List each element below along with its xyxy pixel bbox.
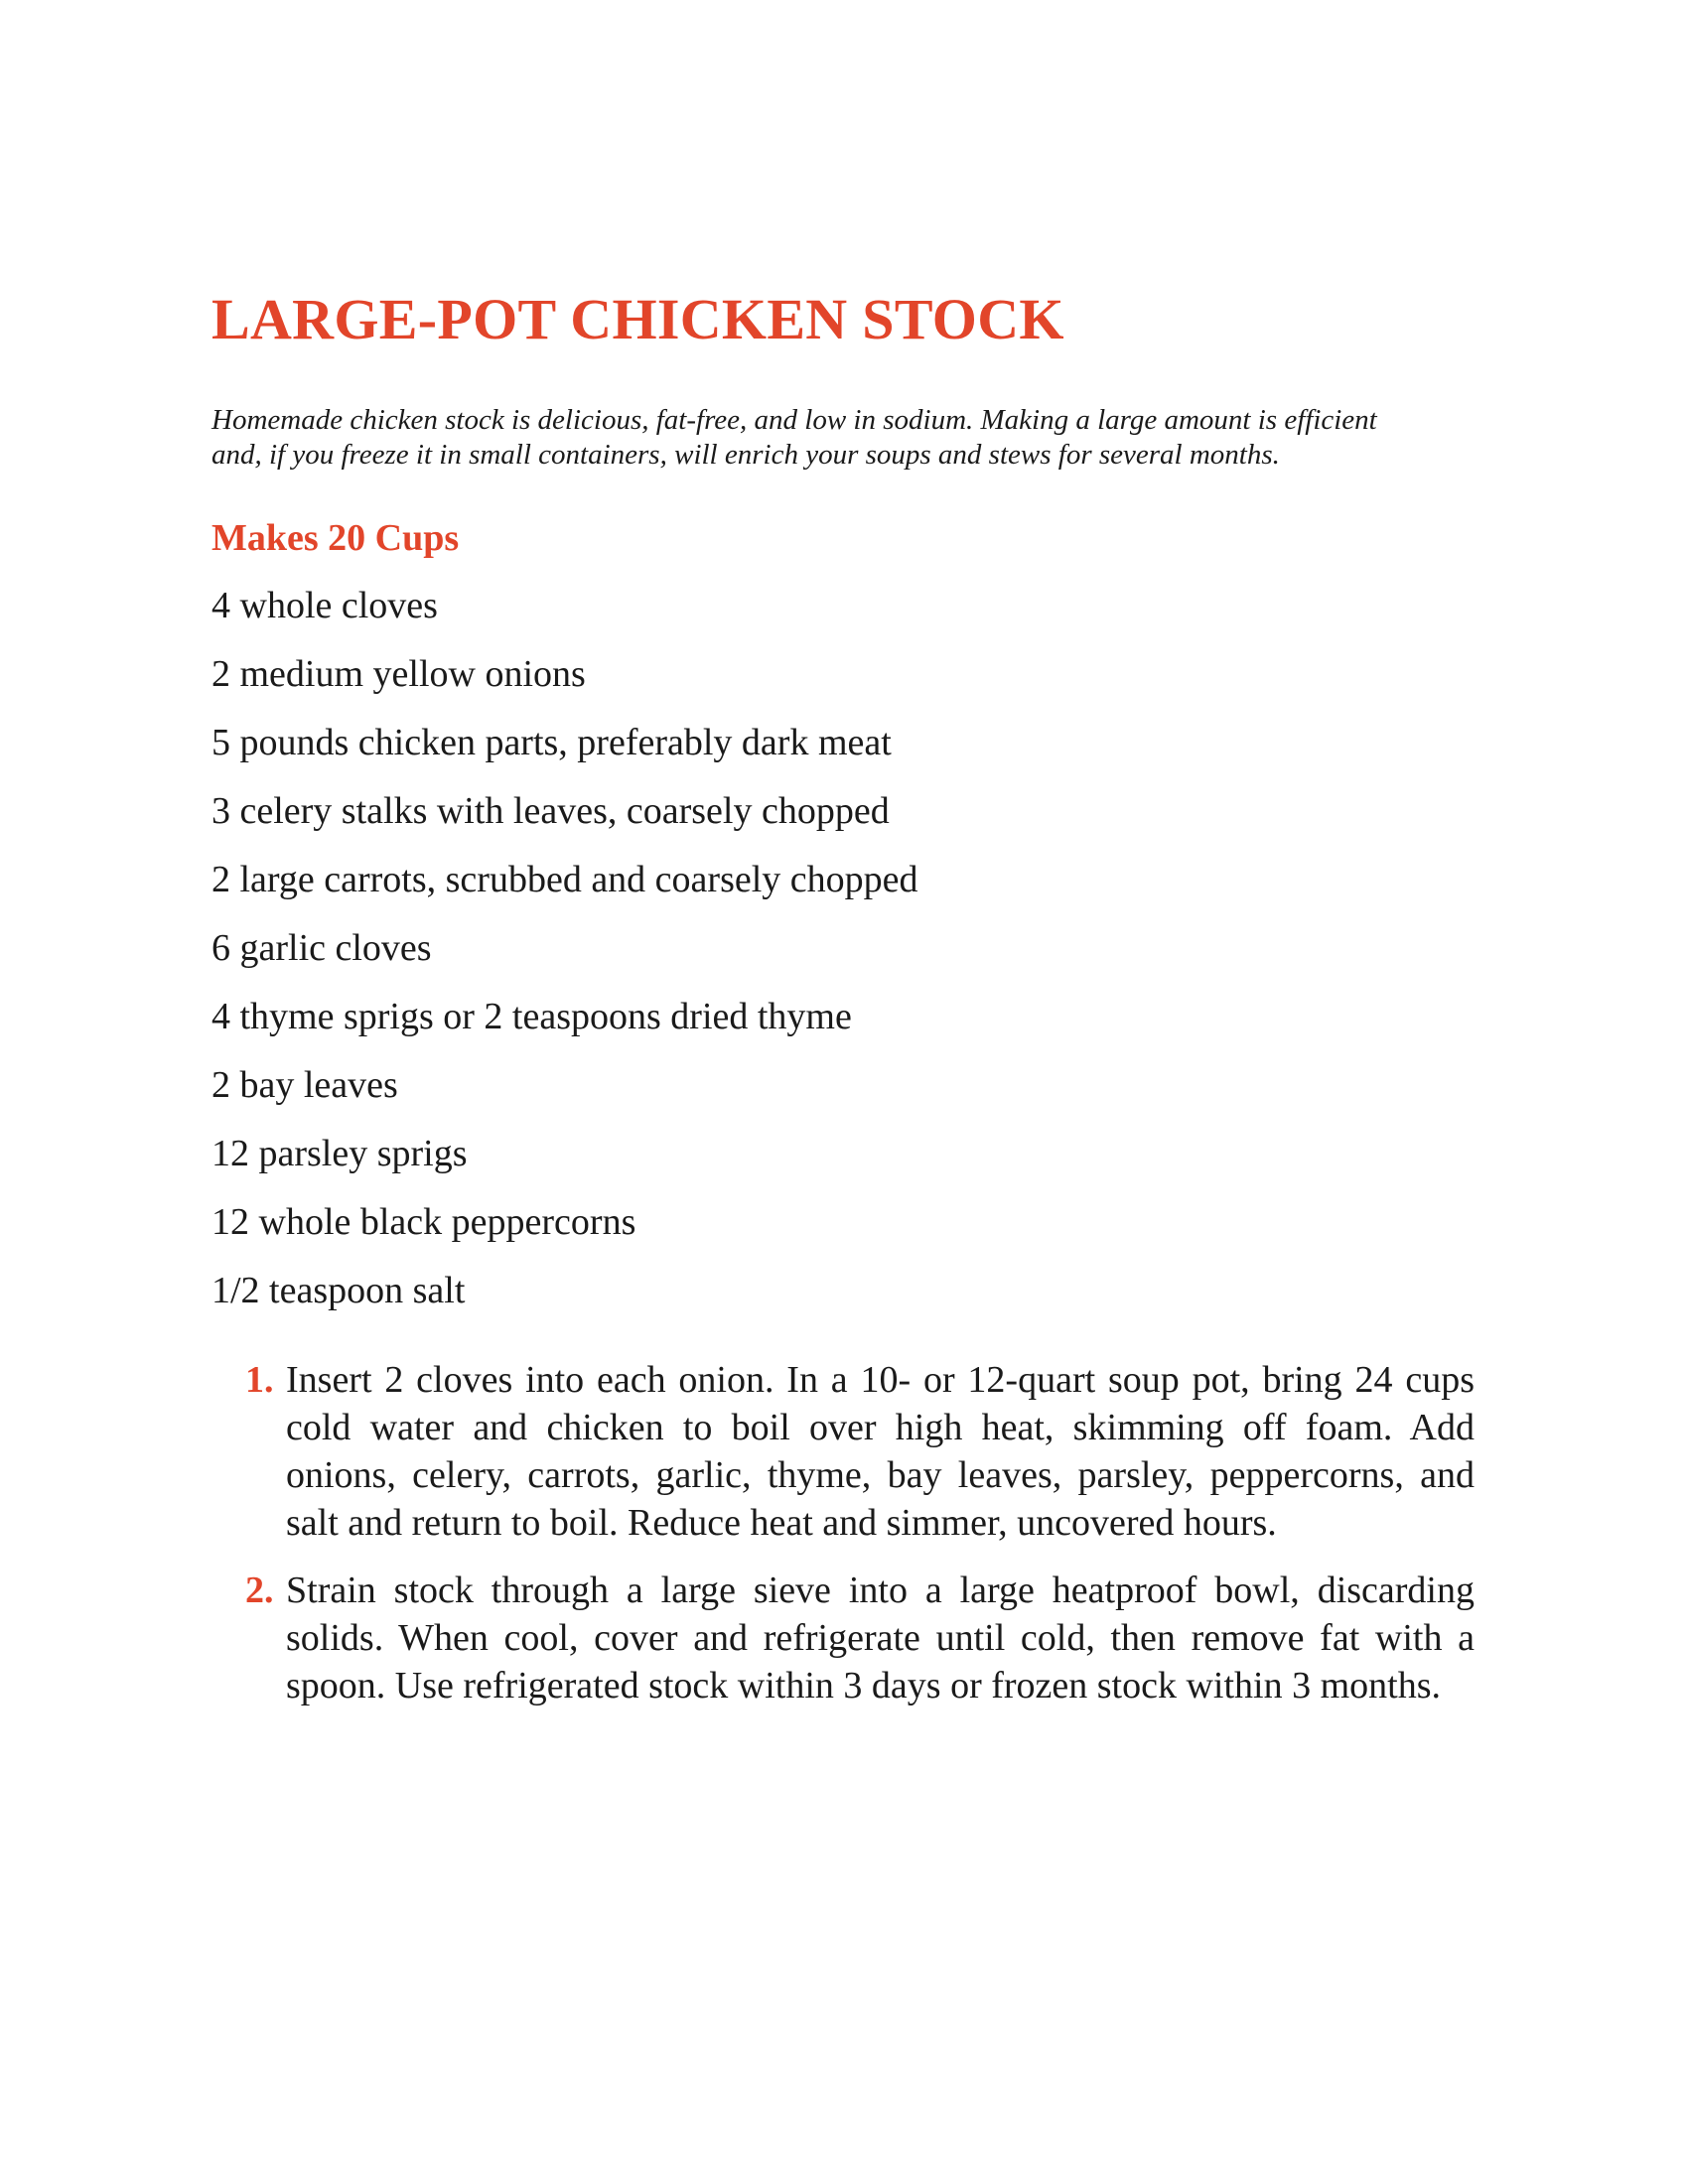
ingredient-item: 4 thyme sprigs or 2 teaspoons dried thyme	[211, 996, 852, 1037]
ingredient-item: 2 large carrots, scrubbed and coarsely chopped	[211, 859, 918, 900]
instruction-step	[245, 1567, 1475, 1709]
recipe-intro	[211, 403, 1482, 473]
ingredient-list	[211, 582, 918, 1335]
step-number: 1.	[245, 1359, 274, 1401]
recipe-intro-line-2: and, if you freeze it in small containers, will enrich your soups and stews for several months.	[211, 439, 1280, 471]
ingredient-item: 2 medium yellow onions	[211, 653, 586, 695]
ingredient-item: 2 bay leaves	[211, 1064, 398, 1106]
ingredient-item: 3 celery stalks with leaves, coarsely chopped	[211, 790, 890, 832]
step-text: Insert 2 cloves into each onion. In a 10- or 12-quart soup pot, bring 24 cups cold water and chicken to boil over high heat, skimming off foam. Add onions, celery, carrots, garlic, thyme, bay leaves, parsley, peppercorns, and salt and return to boil. Reduce heat and simmer, uncovered hours.	[286, 1359, 1475, 1544]
instruction-step	[245, 1356, 1475, 1547]
ingredient-item: 4 whole cloves	[211, 585, 438, 626]
ingredient-item: 1/2 teaspoon salt	[211, 1270, 466, 1311]
ingredient-item: 5 pounds chicken parts, preferably dark meat	[211, 722, 892, 763]
ingredient-item: 12 parsley sprigs	[211, 1133, 468, 1174]
recipe-title: LARGE-POT CHICKEN STOCK	[211, 287, 1064, 351]
instruction-steps	[245, 1356, 1475, 1729]
recipe-yield: Makes 20 Cups	[211, 517, 460, 559]
ingredient-item: 6 garlic cloves	[211, 927, 432, 969]
recipe-intro-line-1: Homemade chicken stock is delicious, fat-free, and low in sodium. Making a large amount is efficient	[211, 404, 1377, 436]
step-number: 2.	[245, 1570, 274, 1611]
step-text: Strain stock through a large sieve into a large heatproof bowl, discarding solids. When cool, cover and refrigerate until cold, then remove fat with a spoon. Use refrigerated stock within 3 days or frozen stock within 3 months.	[286, 1570, 1475, 1706]
ingredient-item: 12 whole black peppercorns	[211, 1201, 636, 1243]
